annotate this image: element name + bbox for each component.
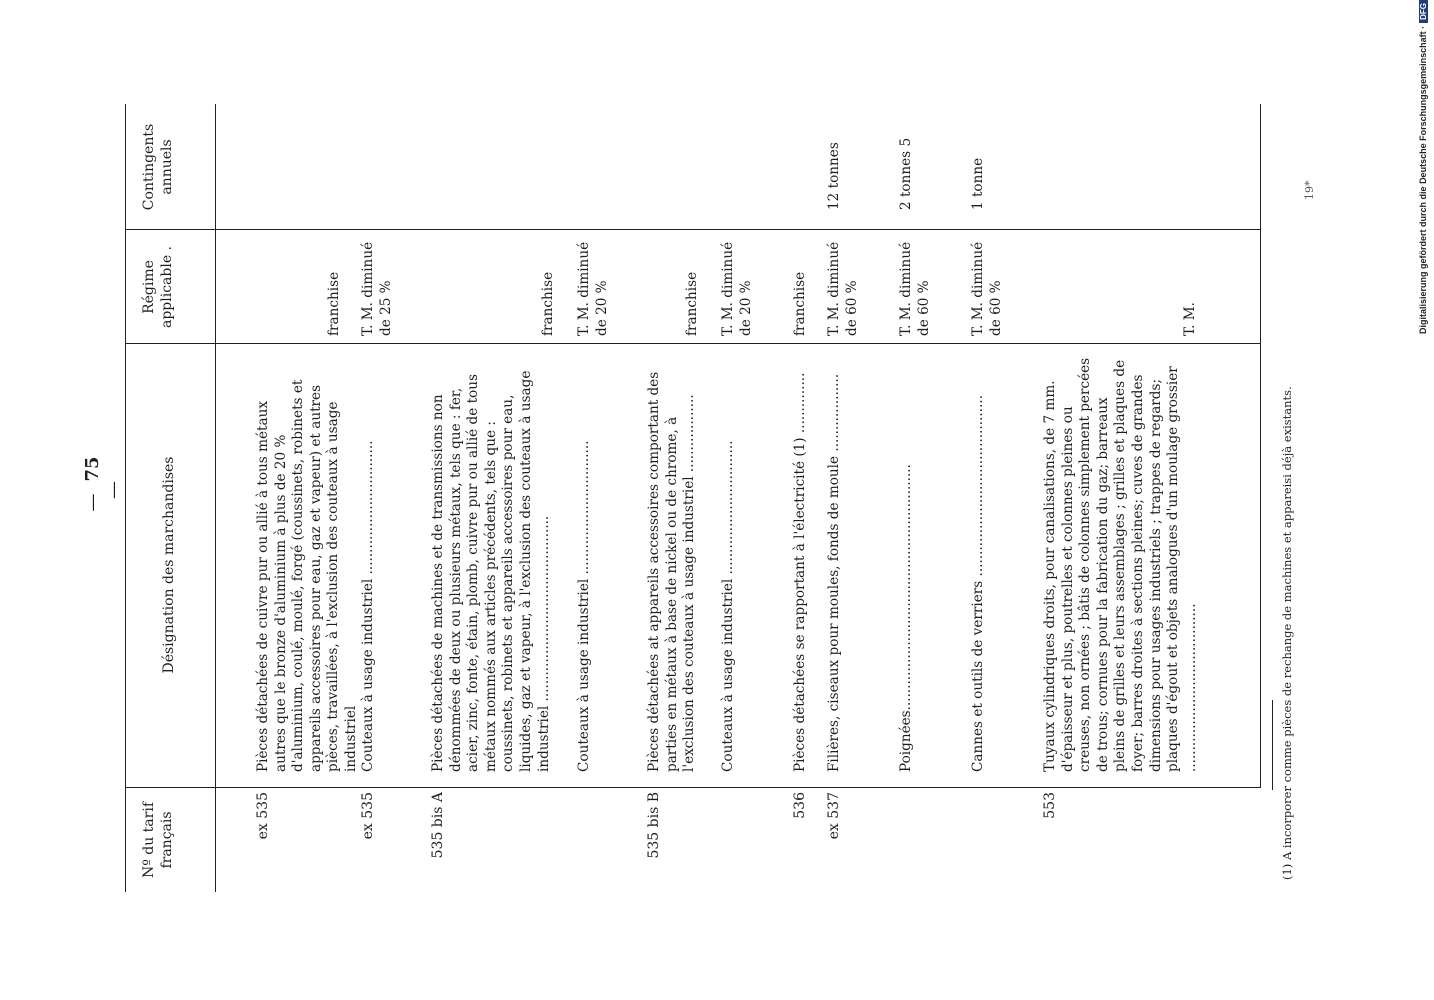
- regime-cell: T. M. diminué de 60 %: [970, 241, 1004, 336]
- tarif-cell: 553: [1042, 792, 1058, 819]
- signature-mark: 19*: [1303, 180, 1316, 200]
- footnote: (1) A incorporer comme pièces de rechange de machines et appareisi déjà existants.: [1280, 386, 1294, 880]
- tarif-cell: 536: [792, 792, 808, 819]
- designation-cell: Couteaux à usage industriel ...............................: [576, 440, 592, 772]
- regime-cell: T. M. diminué de 60 %: [898, 241, 932, 336]
- header-contingents: Contingents annuels: [141, 123, 175, 211]
- contingent-cell: 1 tonne: [970, 157, 986, 210]
- contingent-cell: 2 tonnes 5: [898, 137, 914, 210]
- designation-cell: Filières, ciseaux pour moules, fonds de moule ..................: [826, 373, 842, 772]
- tarif-cell: 535 bis B: [646, 792, 662, 859]
- contingent-cell: 12 tonnes: [826, 142, 842, 210]
- designation-cell: Pièces détachées se rapportant à l'électricité (1) ..............: [792, 372, 808, 772]
- designation-cell: Tuyaux cylindriques droits, pour canalisations, de 7 mm. d'épaisseur et plus, poutrelles et colonnes pleines ou creuses, non ornées ; bâtis de colonnes simplement percées de trous; cornues pour la fabrication du gaz; barreaux pleins de grilles et leurs assemblages ; grilles et plaques de foyer; barres droites à sections pleines; cuves de grandes dimensions pour usages industriels ; trappes de regards; plaques d'égout et objets analogues d'un moulage grossier .......................................: [1042, 357, 1199, 772]
- tarif-cell: 535 bis A: [430, 792, 446, 859]
- regime-cell: franchise: [540, 271, 556, 336]
- regime-cell: franchise: [684, 271, 700, 336]
- header-regime: Régime applicable .: [141, 245, 175, 329]
- tarif-cell: ex 537: [826, 792, 842, 840]
- header-designation: Désignation des marchandises: [161, 456, 177, 674]
- regime-cell: T. M. diminué de 20 %: [720, 241, 754, 336]
- designation-cell: Pièces détachées de cuivre pur ou allié à tous métaux autres que le bronze d'aluminium à plus de 20 % d'aluminium, coulé, moulé, forgé (coussinets, robinets et appareils accessoires pour eau, gaz et vapeur) et autres pièces, travaillées, à l'exclusion des couteaux à usage industriel: [255, 379, 359, 772]
- header-tarif: Nº du tarif français: [141, 801, 175, 879]
- designation-cell: Couteaux à usage industriel ...............................: [720, 440, 736, 772]
- tarif-cell: ex 535: [255, 792, 271, 840]
- designation-cell: Poignées.........................................................: [898, 464, 914, 772]
- regime-cell: franchise: [792, 271, 808, 336]
- regime-cell: T. M. diminué de 25 %: [360, 241, 394, 336]
- regime-cell: T. M.: [1182, 302, 1198, 336]
- designation-cell: Cannes et outils de verriers ..........................................: [970, 394, 986, 772]
- header-rule: [215, 104, 216, 892]
- funding-stamp: Digitalisierung gefördert durch die Deutsche Forschungsgemeinschaft ·DFG: [1418, 0, 1428, 390]
- column-rule-3: [125, 229, 1260, 230]
- regime-cell: franchise: [326, 271, 342, 336]
- page-number: —75—: [82, 456, 124, 512]
- designation-cell: Pièces détachées at appareils accessoires comportant des parties en métaux à base de nickel ou de chrome, à l'exclusion des couteaux à usage industriel ..................: [646, 371, 698, 772]
- regime-cell: T. M. diminué de 60 %: [826, 241, 860, 336]
- column-rule-1: [125, 787, 1260, 788]
- designation-cell: Pièces détachées de machines et de transmissions non dénommées de deux ou plusieurs métaux, tels que : fer, acier, zinc, fonte, étain, plomb, cuivre pur ou allié de tous métaux nommés aux articles précédents, tels que : coussinets, robinets et appareils accessoires pour eau, liquides, gaz et vapeur, à l'exclusion des couteaux à usage industriel ...........................................: [430, 370, 552, 772]
- footnote-rule: [1272, 700, 1273, 790]
- column-rule-2: [125, 343, 1260, 344]
- tarif-cell: ex 535: [360, 792, 376, 840]
- regime-cell: T. M. diminué de 20 %: [576, 241, 610, 336]
- designation-cell: Couteaux à usage industriel ...............................: [360, 440, 376, 772]
- table-bottom-rule: [1260, 104, 1261, 788]
- table-top-rule: [125, 104, 126, 892]
- dfg-logo: DFG: [1419, 0, 1428, 23]
